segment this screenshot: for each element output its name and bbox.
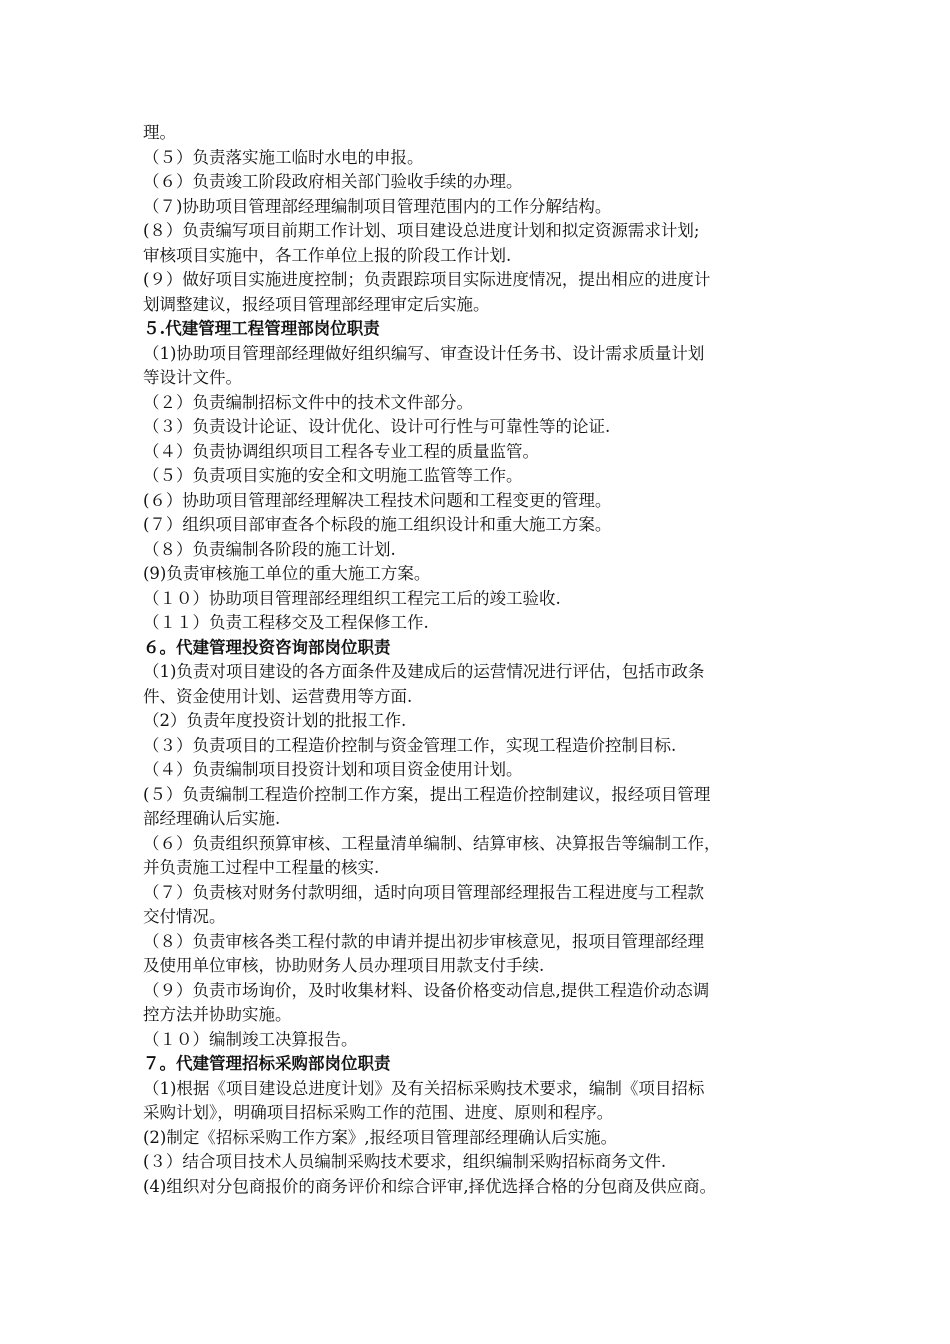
document-body — [143, 121, 833, 1199]
section-heading: ５.代建管理工程管理部岗位职责 — [143, 319, 380, 338]
text-line: (８）负责编写项目前期工作计划、项目建设总进度计划和拟定资源需求计划; — [143, 221, 700, 240]
section-heading: ７。代建管理招标采购部岗位职责 — [143, 1054, 391, 1073]
text-line: 控方法并协助实施。 — [143, 1005, 292, 1024]
text-line: (4)组织对分包商报价的商务评价和综合评审,择优选择合格的分包商及供应商。 — [143, 1176, 717, 1196]
text-line: (７）组织项目部审查各个标段的施工组织设计和重大施工方案。 — [143, 515, 612, 534]
text-line: （５）负责落实施工临时水电的申报。 — [143, 147, 424, 167]
text-line: （２）负责编制招标文件中的技术文件部分。 — [143, 392, 473, 412]
text-line: 划调整建议，报经项目管理部经理审定后实施。 — [143, 294, 490, 314]
text-line: （９）负责市场询价，及时收集材料、设备价格变动信息,提供工程造价动态调 — [143, 980, 710, 1000]
text-line: 等设计文件。 — [143, 368, 242, 387]
text-line: （７）负责核对财务付款明细，适时向项目管理部经理报告工程进度与工程款 — [143, 882, 704, 902]
text-line: （８）负责编制各阶段的施工计划. — [143, 539, 396, 559]
text-line: （４）负责编制项目投资计划和项目资金使用计划。 — [143, 760, 523, 779]
text-line: 并负责施工过程中工程量的核实. — [143, 858, 380, 877]
text-line: (9)负责审核施工单位的重大施工方案。 — [143, 564, 431, 583]
section-heading: ６。代建管理投资咨询部岗位职责 — [143, 637, 391, 657]
text-line: 交付情况。 — [143, 907, 226, 926]
text-line: （６）负责组织预算审核、工程量清单编制、结算审核、决算报告等编制工作， — [143, 833, 721, 853]
text-line: （1)根据《项目建设总进度计划》及有关招标采购技术要求，编制《项目招标 — [143, 1078, 705, 1098]
text-line: 部经理确认后实施. — [143, 809, 281, 828]
text-line: (９）做好项目实施进度控制；负责跟踪项目实际进度情况，提出相应的进度计 — [143, 270, 711, 289]
text-line: （１０）协助项目管理部经理组织工程完工后的竣工验收. — [143, 588, 561, 608]
text-line: （１０）编制竣工决算报告。 — [143, 1029, 358, 1049]
text-line: 件、资金使用计划、运营费用等方面. — [143, 686, 413, 706]
text-line: (2)制定《招标采购工作方案》,报经项目管理部经理确认后实施。 — [143, 1127, 618, 1147]
text-line: 及使用单位审核，协助财务人员办理项目用款支付手续. — [143, 956, 545, 975]
text-line: 理。 — [143, 123, 176, 142]
text-line: （３）负责项目的工程造价控制与资金管理工作，实现工程造价控制目标. — [143, 735, 677, 755]
text-line: （３）负责设计论证、设计优化、设计可行性与可靠性等的论证. — [143, 417, 611, 436]
text-line: (３）结合项目技术人员编制采购技术要求，组织编制采购招标商务文件. — [143, 1152, 667, 1171]
text-line: （６）负责竣工阶段政府相关部门验收手续的办理。 — [143, 172, 523, 191]
text-line: （７)协助项目管理部经理编制项目管理范围内的工作分解结构。 — [143, 196, 612, 216]
text-line: （2）负责年度投资计划的批报工作. — [143, 711, 407, 730]
text-line: （1)协助项目管理部经理做好组织编写、审查设计任务书、设计需求质量计划 — [143, 343, 705, 363]
text-line: （1)负责对项目建设的各方面条件及建成后的运营情况进行评估，包括市政条 — [143, 662, 705, 681]
text-line: （５）负责项目实施的安全和文明施工监管等工作。 — [143, 466, 523, 485]
text-line: (５）负责编制工程造价控制工作方案，提出工程造价控制建议，报经项目管理 — [143, 784, 711, 804]
text-line: 审核项目实施中，各工作单位上报的阶段工作计划. — [143, 245, 512, 265]
text-line: （１１）负责工程移交及工程保修工作. — [143, 613, 429, 632]
text-line: (６）协助项目管理部经理解决工程技术问题和工程变更的管理。 — [143, 490, 612, 510]
text-line: 采购计划》，明确项目招标采购工作的范围、进度、原则和程序。 — [143, 1103, 614, 1122]
text-line: （４）负责协调组织项目工程各专业工程的质量监管。 — [143, 441, 539, 461]
text-line: （８）负责审核各类工程付款的申请并提出初步审核意见，报项目管理部经理 — [143, 931, 704, 951]
